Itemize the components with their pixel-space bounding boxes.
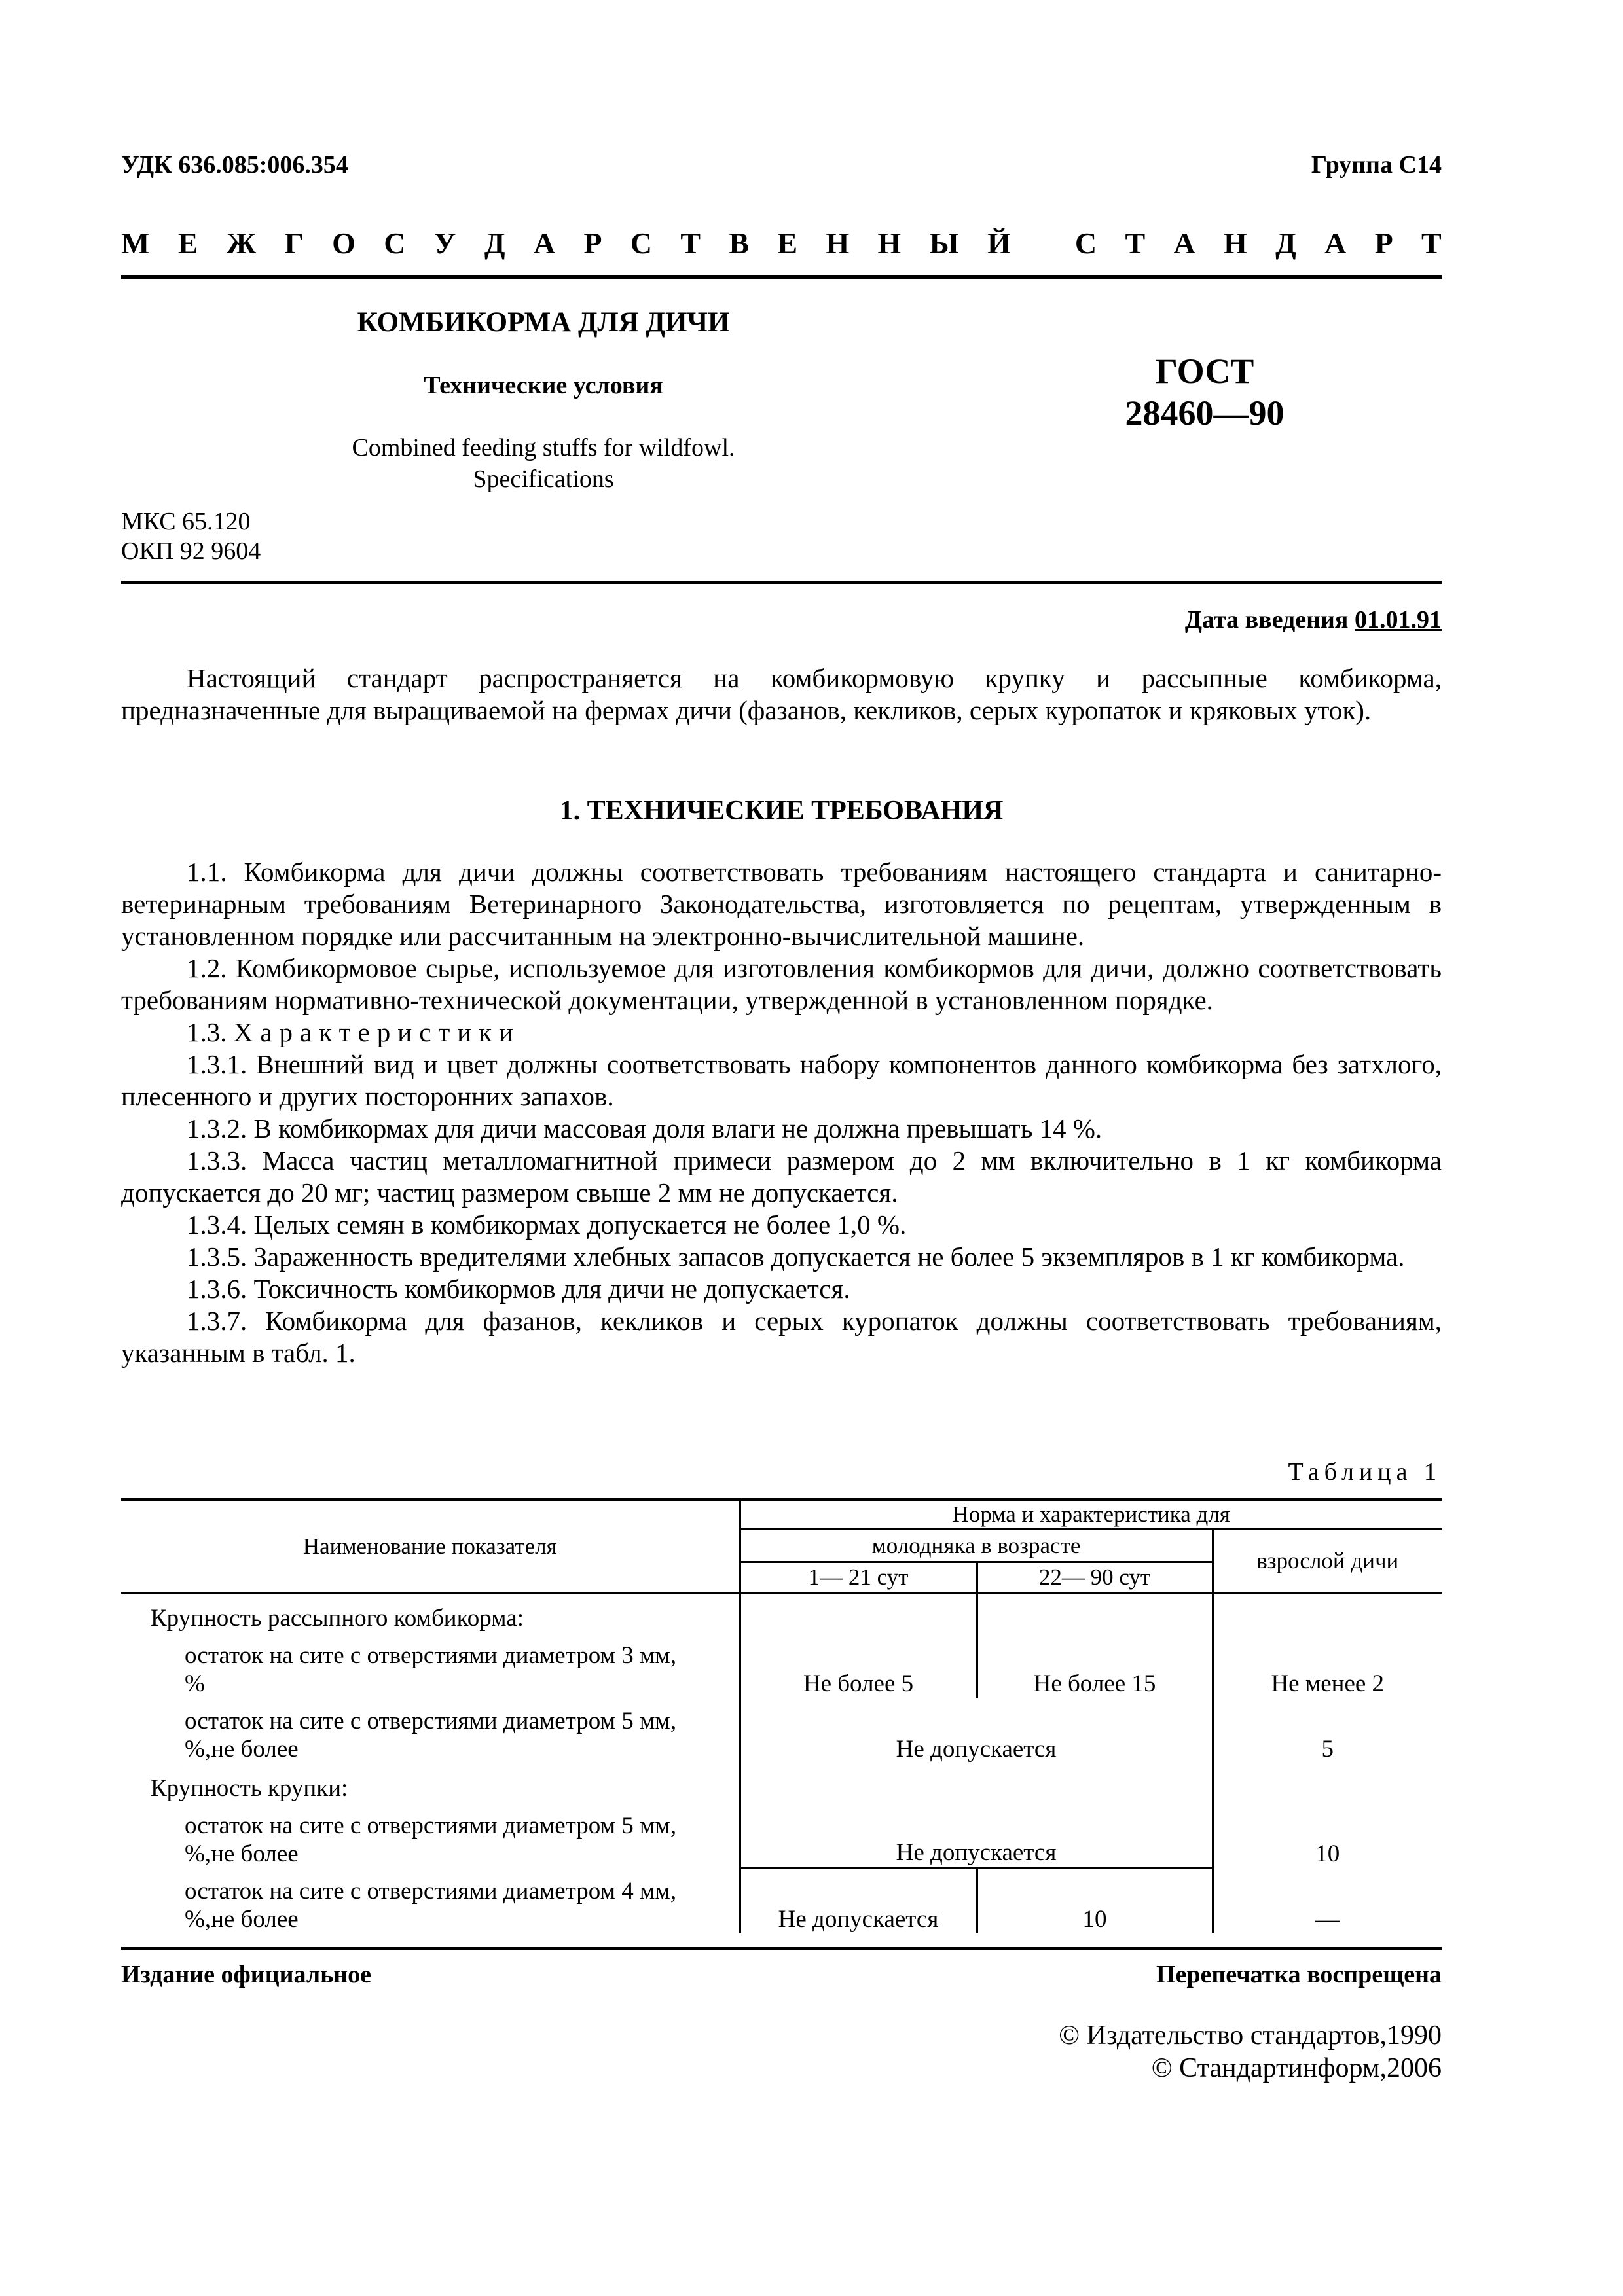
- classification-codes: [121, 507, 261, 566]
- heading-letter: Е: [777, 226, 798, 260]
- table-cell: 10: [1315, 1840, 1340, 1867]
- official-edition: Издание официальное: [121, 1961, 372, 1988]
- effective-date: [1185, 605, 1442, 634]
- table-cell: Не более 5: [740, 1632, 977, 1698]
- okp-code: ОКП 92 9604: [121, 537, 261, 565]
- table-cell: 5: [1321, 1735, 1334, 1763]
- table-cell: Не допускается: [740, 1868, 977, 1933]
- header-young: молодняка в возрасте: [740, 1530, 1213, 1562]
- clause-1-3-number: 1.3.: [187, 1017, 227, 1047]
- english-title-line-2: Specifications: [473, 465, 614, 493]
- clause-1-3: [121, 1016, 1442, 1049]
- effective-date-value: 01.01.91: [1355, 606, 1442, 634]
- effective-date-label: Дата введения: [1184, 606, 1349, 634]
- header-adult: взрослой дичи: [1213, 1530, 1442, 1593]
- table-cell: Не менее 2: [1271, 1670, 1385, 1697]
- header-norm: Норма и характеристика для: [740, 1499, 1442, 1530]
- heading-letter: Н: [877, 226, 902, 260]
- table-caption: Таблица 1: [1288, 1458, 1442, 1486]
- section-title: 1. ТЕХНИЧЕСКИЕ ТРЕБОВАНИЯ: [559, 796, 1004, 826]
- clause-1-3-3: 1.3.3. Масса частиц металломагнитной примеси размером до 2 мм включительно в 1 кг комбикорма допускается до 20 мг; частиц размером свыше 2 мм не допускается.: [121, 1145, 1442, 1208]
- heading-letter: А: [1324, 226, 1347, 260]
- heading-letter: О: [332, 226, 356, 260]
- heading-letter: В: [729, 226, 750, 260]
- copyright-line-1: © Издательство стандартов,1990: [1059, 2020, 1442, 2051]
- english-title: [282, 432, 805, 495]
- heading-letter: Ж: [226, 226, 257, 260]
- standard-type-heading: [121, 226, 1442, 260]
- table-row-label-line-2: %,не более: [185, 1735, 299, 1763]
- section-body: [121, 856, 1442, 1369]
- clause-1-3-2: 1.3.2. В комбикормах для дичи массовая доля влаги не должна превышать 14 %.: [187, 1113, 1103, 1143]
- table-group-label: Крупность крупки:: [121, 1763, 740, 1803]
- table-group-label: Крупность рассыпного комбикорма:: [121, 1593, 740, 1632]
- table-row-label-line-2: %,не более: [185, 1840, 299, 1867]
- table-row-label-line-1: остаток на сите с отверстиями диаметром 5 мм,: [185, 1812, 677, 1839]
- table-row-label: [121, 1698, 740, 1763]
- heading-letter: Т: [1125, 226, 1146, 260]
- header-indicator: Наименование показателя: [121, 1499, 740, 1593]
- heading-letter: Е: [177, 226, 198, 260]
- header-age-22-90: 22— 90 сут: [977, 1562, 1213, 1593]
- copyright-line-2: © Стандартинформ,2006: [1151, 2053, 1442, 2083]
- gost-code: 28460—90: [1125, 393, 1285, 433]
- top-rule: [121, 275, 1442, 279]
- heading-letter: Т: [1421, 226, 1442, 260]
- table-1: [121, 1498, 1442, 1933]
- clause-1-3-title: Характеристики: [233, 1017, 521, 1047]
- heading-letter: [1039, 226, 1047, 260]
- clause-1-3-6: 1.3.6. Токсичность комбикормов для дичи не допускается.: [187, 1274, 850, 1304]
- copyright-block: [1059, 2019, 1442, 2085]
- heading-letter: Т: [680, 226, 701, 260]
- document-title: КОМБИКОРМА ДЛЯ ДИЧИ: [357, 307, 730, 338]
- clause-1-3-7: 1.3.7. Комбикорма для фазанов, кекликов и серых куропаток должны соответствовать требованиям, указанным в табл. 1.: [121, 1306, 1442, 1368]
- table-row-label-line-2: %,не более: [185, 1905, 299, 1933]
- table-cell: 10: [977, 1868, 1213, 1933]
- heading-letter: А: [1173, 226, 1195, 260]
- mks-code: МКС 65.120: [121, 508, 251, 535]
- table-row-label-line-1: остаток на сите с отверстиями диаметром 4 мм,: [185, 1877, 677, 1905]
- table-row-label-line-1: остаток на сите с отверстиями диаметром 3 мм,: [185, 1641, 677, 1669]
- heading-letter: Д: [1275, 226, 1296, 260]
- header-rule: [121, 581, 1442, 584]
- clause-1-3-1: 1.3.1. Внешний вид и цвет должны соответствовать набору компонентов данного комбикорма без затхлого, плесенного и других посторонних запахов.: [121, 1049, 1442, 1111]
- header-age-1-21: 1— 21 сут: [740, 1562, 977, 1593]
- group-code: Группа С14: [1311, 151, 1442, 179]
- heading-letter: С: [384, 226, 406, 260]
- table-cell: Не допускается: [740, 1803, 1213, 1868]
- table-row-label-line-1: остаток на сите с отверстиями диаметром 5 мм,: [185, 1707, 677, 1734]
- heading-letter: Й: [987, 226, 1011, 260]
- document-subtitle: Технические условия: [424, 372, 663, 399]
- heading-letter: Р: [583, 226, 602, 260]
- heading-letter: Н: [826, 226, 850, 260]
- clause-1-3-5: 1.3.5. Зараженность вредителями хлебных запасов допускается не более 5 экземпляров в 1 кг комбикорма.: [187, 1242, 1405, 1272]
- table-cell: Не более 15: [977, 1632, 1213, 1698]
- heading-letter: Ы: [929, 226, 959, 260]
- intro-block: [121, 662, 1442, 726]
- heading-letter: Д: [484, 226, 505, 260]
- clause-1-2: 1.2. Комбикормовое сырье, используемое для изготовления комбикормов для дичи, должно соответствовать требованиям нормативно-технической документации, утвержденной в установленном порядке.: [121, 953, 1442, 1015]
- heading-letter: Н: [1224, 226, 1247, 260]
- heading-letter: С: [630, 226, 653, 260]
- table-cell: Не допускается: [740, 1698, 1213, 1763]
- heading-letter: М: [121, 226, 150, 260]
- heading-letter: Г: [284, 226, 304, 260]
- gost-number: [1074, 350, 1336, 434]
- table-row-label-line-2: %: [185, 1670, 205, 1697]
- gost-label: ГОСТ: [1155, 351, 1254, 391]
- clause-1-1: 1.1. Комбикорма для дичи должны соответствовать требованиям настоящего стандарта и санитарно-ветеринарным требованиям Ветеринарного Законодательства, изготовляется по рецептам, утвержденным в установленном порядке или рассчитанным на электронно-вычислительной машине.: [121, 857, 1442, 951]
- clause-1-3-4: 1.3.4. Целых семян в комбикормах допускается не более 1,0 %.: [187, 1210, 907, 1240]
- udk-code: УДК 636.085:006.354: [121, 151, 348, 179]
- heading-letter: А: [533, 226, 556, 260]
- reprint-prohibited: Перепечатка воспрещена: [1156, 1961, 1442, 1988]
- table-row-label: [121, 1632, 740, 1698]
- english-title-line-1: Combined feeding stuffs for wildfowl.: [352, 434, 735, 461]
- table-cell: —: [1315, 1905, 1340, 1933]
- footer-rule: [121, 1947, 1442, 1950]
- intro-paragraph: Настоящий стандарт распространяется на комбикормовую крупку и рассыпные комбикорма, предназначенные для выращиваемой на фермах дичи (фазанов, кекликов, серых куропаток и кряковых уток).: [121, 663, 1442, 725]
- table-row-label: [121, 1868, 740, 1933]
- heading-letter: Р: [1374, 226, 1393, 260]
- table-row-label: [121, 1803, 740, 1868]
- heading-letter: У: [433, 226, 456, 260]
- heading-letter: С: [1074, 226, 1097, 260]
